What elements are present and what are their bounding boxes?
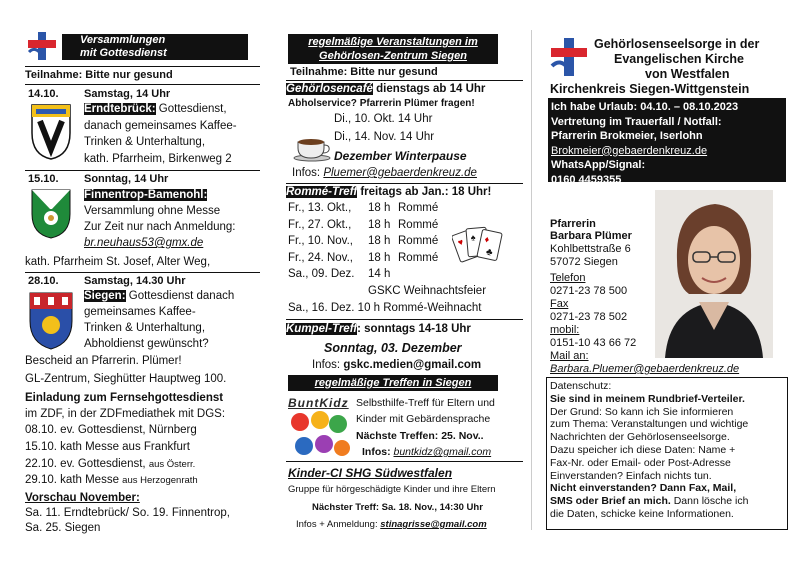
cross-logo-icon: [25, 30, 61, 62]
event1-day: Samstag, 14 Uhr: [84, 88, 171, 100]
romme-row-d: Fr., 27. Okt.,: [288, 218, 352, 231]
romme-row-t: 18 h: [368, 202, 391, 214]
kumpel-email-link[interactable]: gskc.medien@gmail.com: [343, 359, 482, 371]
romme-label: Rommé-Treff: [286, 186, 358, 198]
event2-day: Sonntag, 14 Uhr: [84, 173, 169, 185]
ci-title: Kinder-CI SHG Südwestfalen: [288, 466, 453, 480]
svg-text:♥: ♥: [456, 236, 465, 248]
mobile-number: 0151-10 43 66 72: [550, 337, 637, 349]
pastor-email-link[interactable]: Barbara.Pluemer@gebaerdenkreuz.de: [550, 363, 740, 375]
event3-place: Siegen:: [84, 290, 126, 302]
event1-date: 14.10.: [28, 88, 59, 100]
event2-email-link[interactable]: br.neuhaus53@gmx.de: [84, 237, 204, 249]
romme-row-d: Fr., 10. Nov.,: [288, 235, 353, 248]
finnentrop-coat-of-arms-icon: [30, 188, 72, 240]
event2-date: 15.10.: [28, 173, 59, 185]
buntkidz-logo: BuntKidz: [288, 396, 349, 410]
cafe-label: Gehörlosencafé: [286, 83, 373, 95]
buntkidz-email-link[interactable]: buntkidz@gmail.com: [393, 446, 492, 458]
cross-logo-icon: [548, 36, 592, 78]
siegen-coat-of-arms-icon: [26, 289, 76, 351]
event3-day: Samstag, 14.30 Uhr: [84, 275, 186, 287]
romme-row-d: Fr., 13. Okt.,: [288, 202, 352, 214]
romme-row-t: 14 h: [368, 268, 391, 281]
kumpel-date: Sonntag, 03. Dezember: [324, 341, 462, 355]
romme-row-e: Rommé: [398, 202, 439, 214]
playing-cards-icon: [452, 222, 504, 266]
substitute-email-link[interactable]: Brokmeier@gebaerdenkreuz.de: [551, 144, 708, 157]
event2-place: Finnentrop-Bamenohl:: [84, 189, 208, 201]
cafe-pause: Dezember Winterpause: [334, 149, 467, 163]
privacy-box: Datenschutz: Sie sind in meinem Rundbrief-Verteiler. Der Grund: So kann ich Sie informieren zum Thema: Veranstaltungen und wichtige Nachrichten der Gehörlosenseelsorge. Dazu speicher ich diese Daten: Name + Fax-Nr. oder Email- oder Post-Adresse Einverstanden? Einfach nichts tun. Nicht einverstanden? Dann Fax, Mail, SMS oder Brief an mich. Dann lösche ich die Daten, schicke keine Informationen.: [546, 377, 788, 530]
romme-row-e: Rommé: [398, 218, 439, 231]
events-header: Versammlungen mit Gottesdienst: [62, 34, 248, 60]
column-contact: Gehörlosenseelsorge in der Evangelischen Kirche von Westfalen Kirchenkreis Siegen-Wittgenstein Ich habe Urlaub: 04.10. – 08.10.2023 Vertretung im Trauerfall / Notfall: Pfarrerin Brokmeier, Iserlohn Brokmeier@gebaerdenkreuz.de WhatsApp/Signal: 0160 4459355 Pfarrerin Barbara Plümer Kohlbettstraße 6 57072 Siegen Telefon 0271-23 78 500 Fax 0271-23 78 502 mobil: 0151-10 43 66 72 Mail an: Barbara.Pluemer@gebaerdenkreuz.de Datenschutz: Sie sind in meinem Rundbrief-Verteiler. Der Grund: So kann ich Sie informieren zum Thema: Veranstaltungen und wichtige Nachrichten der Gehörlosenseelsorge. Dazu speicher ich diese Daten: Name + Fax-Nr. oder Email- oder Post-Adresse Einverstanden? Einfach nichts tun. Nicht einverstanden? Dann Fax, Mail, SMS oder Brief an mich. Dann lösche ich die Daten, schicke keine Informationen.: [532, 0, 800, 568]
romme-row-e: Rommé: [398, 251, 439, 264]
romme-row-e: Rommé: [398, 235, 439, 248]
romme-row-d: Sa., 09. Dez.: [288, 268, 355, 281]
erndtebrueck-coat-of-arms-icon: [30, 103, 72, 161]
tv-item: 15.10. kath Messe aus Frankfurt: [25, 441, 190, 453]
phone-number: 0271-23 78 500: [550, 285, 628, 297]
romme-row-t: 18 h: [368, 235, 391, 248]
tv-item: 08.10. ev. Gottesdienst, Nürnberg: [25, 424, 197, 436]
event3-date: 28.10.: [28, 275, 59, 287]
participation-note-2: Teilnahme: Bitte nur gesund: [290, 66, 438, 78]
fax-number: 0271-23 78 502: [550, 311, 628, 323]
tv-item: 29.10. kath Messe aus Herzogenrath: [25, 474, 198, 486]
romme-row-t: 18 h: [368, 251, 391, 264]
tv-item: 22.10. ev. Gottesdienst, aus Österr.: [25, 458, 196, 470]
svg-text:♦: ♦: [483, 233, 491, 245]
pastor-portrait: [655, 190, 773, 358]
romme-row-d: Fr., 24. Nov.,: [288, 251, 353, 264]
colorful-hands-icon: [288, 410, 352, 462]
tv-title: Einladung zum Fernsehgottesdienst: [25, 392, 224, 404]
event1-place: Erndtebrück:: [84, 103, 156, 115]
kumpel-label: Kumpel-Treff: [286, 323, 358, 335]
pastor-name: Barbara Plümer: [550, 230, 632, 242]
participation-note: Teilnahme: Bitte nur gesund: [25, 69, 173, 81]
column-regular-events: regelmäßige Veranstaltungen im Gehörlosen-Zentrum Siegen Teilnahme: Bitte nur gesund Gehörlosencafé dienstags ab 14 Uhr Abholservice? Pfarrerin Plümer fragen! Di., 10. Okt. 14 Uhr Di., 14. Nov. 14 Uhr Dezember Winterpause Infos: Pluemer@gebaerdenkreuz.de Rommé-Treff freitags ab Jan.: 18 Uhr! Fr., 13. Okt., 18 h Rommé Fr., 27. Okt., 18 h Rommé Fr., 10. Nov., 18 h Rommé Fr., 24. Nov., 18 h Rommé Sa., 09. Dez. 14 h ♥ ♠ ♦ ♣ GSKC Weihnachtsfeier Sa., 16. Dez. 10 h Rommé-Weihnacht Kumpel-Treff: sonntags 14-18 Uhr Sonntag, 03. Dezember Infos: gskc.medien@gmail.com regelmäßige Treffen in Siegen BuntKidz Selbsthilfe-Treff für Eltern und Kinder mit Gebärdensprache Nächste Treffen: 25. Nov.. Infos: buntkidz@gmail.com Kinder-CI SHG Südwestfalen Gruppe für hörgeschädigte Kinder und ihre Eltern Nächster Treff: Sa. 18. Nov., 14:30 Uhr Infos + Anmeldung: stinagrisse@gmail.com: [262, 0, 532, 568]
svg-text:♣: ♣: [484, 246, 494, 259]
siegen-header: regelmäßige Treffen in Siegen: [288, 375, 498, 391]
coffee-cup-icon: [292, 134, 332, 162]
column-events: Versammlungen mit Gottesdienst Teilnahme: Bitte nur gesund 14.10. Samstag, 14 Uhr Erndtebrück: Gottesdienst, danach gemeinsames Kaffee- Trinken & Unterhaltung, kath. Pfarrheim, Birkenweg 2 15.10. Sonntag, 14 Uhr Finnentrop-Bamenohl: Versammlung ohne Messe Zur Zeit nur nach Anmeldung: br.neuhaus53@gmx.de kath. Pfarrheim St. Josef, Alter Weg, 28.10. Samstag, 14.30 Uhr Siegen: Gottesdienst danach gemeinsames Kaffee- Trinken & Unterhaltung, Abholdienst gewünscht? Bescheid an Pfarrerin. Plümer! GL-Zentrum, Sieghütter Hauptweg 100. Einladung zum Fernsehgottesdienst im ZDF, in der ZDFmediathek mit DGS: 08.10. ev. Gottesdienst, Nürnberg 15.10. kath Messe aus Frankfurt 22.10. ev. Gottesdienst, aus Österr. 29.10. kath Messe aus Herzogenrath Vorschau November: Sa. 11. Erndtebrück/ So. 19. Finnentrop, Sa. 25. Siegen: [0, 0, 262, 568]
org-title: Gehörlosenseelsorge in der: [594, 37, 760, 51]
ci-email-link[interactable]: stinagrisse@gmail.com: [380, 519, 487, 530]
svg-text:♠: ♠: [470, 232, 476, 243]
vacation-box: Ich habe Urlaub: 04.10. – 08.10.2023 Vertretung im Trauerfall / Notfall: Pfarrerin Brokmeier, Iserlohn Brokmeier@gebaerdenkreuz.de WhatsApp/Signal: 0160 4459355: [548, 98, 786, 182]
cafe-email-link[interactable]: Pluemer@gebaerdenkreuz.de: [323, 167, 477, 179]
preview-title: Vorschau November:: [25, 492, 140, 504]
centre-header: regelmäßige Veranstaltungen im Gehörlosen-Zentrum Siegen: [288, 34, 498, 64]
romme-row-t: 18 h: [368, 218, 391, 231]
